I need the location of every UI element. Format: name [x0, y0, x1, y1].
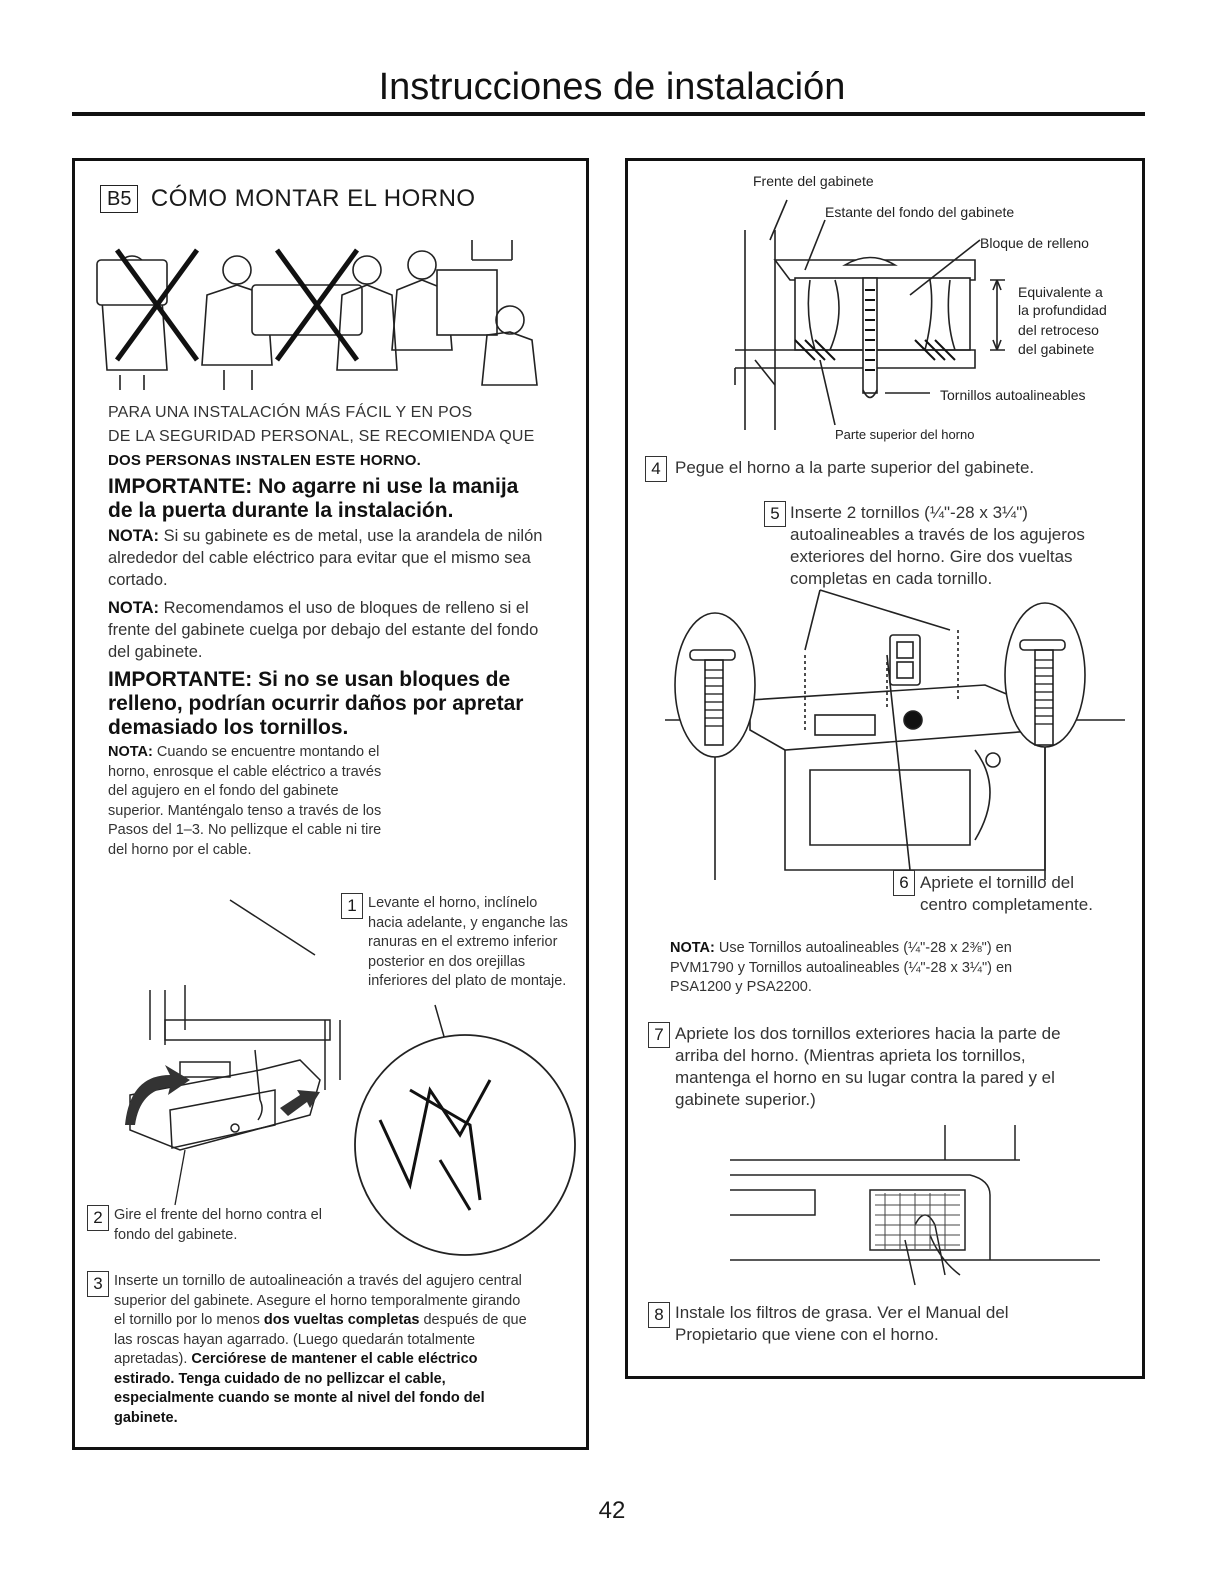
intro-line-2: DE LA SEGURIDAD PERSONAL, SE RECOMIENDA QUE — [108, 428, 535, 445]
label-screws: Tornillos autoalineables — [940, 387, 1086, 403]
step-3-bold-b: Cerciórese de mantener el cable eléctrico estirado. Tenga cuidado de no pellizcar el cable, especialmente cuando se monte al nivel del fondo del gabinete. — [114, 1351, 485, 1426]
grease-filter-illustration — [730, 1125, 1100, 1285]
section-code: B5 — [100, 185, 138, 213]
step-3-number: 3 — [87, 1271, 109, 1297]
step-1-number: 1 — [341, 893, 363, 919]
page-number: 42 — [598, 1497, 626, 1524]
right-note-label: NOTA: — [670, 940, 715, 956]
right-note — [670, 939, 1060, 998]
page-title: Instrucciones de instalación — [378, 66, 846, 108]
step-7-text: Apriete los dos tornillos exteriores hacia la parte de arriba del horno. (Mientras aprieta los tornillos, mantenga el horno en su lugar contra la pared y el gabinete superior.) — [675, 1024, 1061, 1109]
step-6-text: Apriete el tornillo del centro completamente. — [920, 873, 1093, 914]
important-warning-1: IMPORTANTE: No agarre ni use la manija de la puerta durante la instalación. — [108, 475, 519, 522]
note-2-text: Recomendamos el uso de bloques de relleno si el frente del gabinete cuelga por debajo del estante del fondo del gabinete. — [108, 599, 539, 661]
label-equivalent-3: del retroceso — [1018, 322, 1099, 338]
note-2-label: NOTA: — [108, 599, 160, 617]
step-6-number: 6 — [893, 870, 915, 896]
label-oven-top: Parte superior del horno — [835, 427, 975, 442]
note-3 — [108, 743, 383, 860]
step-3-bold-a: dos vueltas completas — [263, 1312, 420, 1328]
screw-installation-illustration — [665, 590, 1125, 890]
step-2-number: 2 — [87, 1205, 109, 1231]
two-person-illustration — [92, 240, 552, 390]
step-8-number: 8 — [648, 1302, 670, 1328]
label-equivalent-1: Equivalente a — [1018, 284, 1103, 300]
label-cabinet-shelf: Estante del fondo del gabinete — [825, 204, 1015, 220]
important-warning-2: IMPORTANTE: Si no se usan bloques de relleno, podrían ocurrir daños por apretar demasiado los tornillos. — [108, 668, 524, 739]
label-equivalent-2: la profundidad — [1018, 302, 1107, 318]
intro-line-1: PARA UNA INSTALACIÓN MÁS FÁCIL Y EN POS — [108, 404, 473, 421]
step-5-number: 5 — [764, 501, 786, 527]
note-1-text: Si su gabinete es de metal, use la arandela de nilón alrededor del cable eléctrico para evitar que el mismo sea cortado. — [108, 527, 543, 589]
note-3-text: Cuando se encuentre montando el horno, enrosque el cable eléctrico a través del agujero en el fondo del gabinete superior. Manténgalo tenso a través de los Pasos del 1–3. No pellizque el cable ni tire del horno por el cable. — [108, 744, 382, 858]
step-4-text: Pegue el horno a la parte superior del gabinete. — [675, 458, 1035, 477]
note-2 — [108, 597, 563, 663]
step-7-number: 7 — [648, 1022, 670, 1048]
step-3-text-a: Inserte un tornillo de autoalineación a través del agujero central superior del gabinete. Asegure el horno temporalmente girando el tornillo por lo menos — [114, 1273, 522, 1328]
label-cabinet-front: Frente del gabinete — [753, 173, 874, 189]
step-4-number: 4 — [645, 456, 667, 482]
step-8-text: Instale los filtros de grasa. Ver el Manual del Propietario que viene con el horno. — [675, 1303, 1009, 1344]
note-1 — [108, 525, 560, 591]
label-equivalent-4: del gabinete — [1018, 341, 1095, 357]
step-3-text-b: después de que las roscas hayan agarrado. (Luego quedarán totalmente apretadas). — [114, 1312, 527, 1367]
mounting-illustration — [110, 880, 580, 1260]
step-5-text: Inserte 2 tornillos (¼"-28 x 3¼") autoalineables a través de los agujeros exteriores del horno. Gire dos vueltas completas en cada tornillo. — [790, 503, 1085, 588]
section-header — [100, 185, 476, 217]
label-filler-block: Bloque de relleno — [980, 235, 1089, 251]
note-1-label: NOTA: — [108, 527, 160, 545]
note-3-label: NOTA: — [108, 744, 153, 760]
step-1-text: Levante el horno, inclínelo hacia adelante, y enganche las ranuras en el extremo inferior posterior en dos orejillas inferiores del plato de montaje. — [368, 895, 568, 989]
step-3-text — [114, 1272, 534, 1428]
step-2-text: Gire el frente del horno contra el fondo del gabinete. — [114, 1207, 322, 1243]
intro-bold: DOS PERSONAS INSTALEN ESTE HORNO. — [108, 452, 422, 469]
title-rule — [72, 112, 1145, 116]
section-title: CÓMO MONTAR EL HORNO — [150, 185, 476, 212]
right-note-text: Use Tornillos autoalineables (¼"-28 x 2⅜") en PVM1790 y Tornillos autoalineables (¼"-28 x 3¼") en PSA1200 y PSA2200. — [670, 940, 1013, 995]
